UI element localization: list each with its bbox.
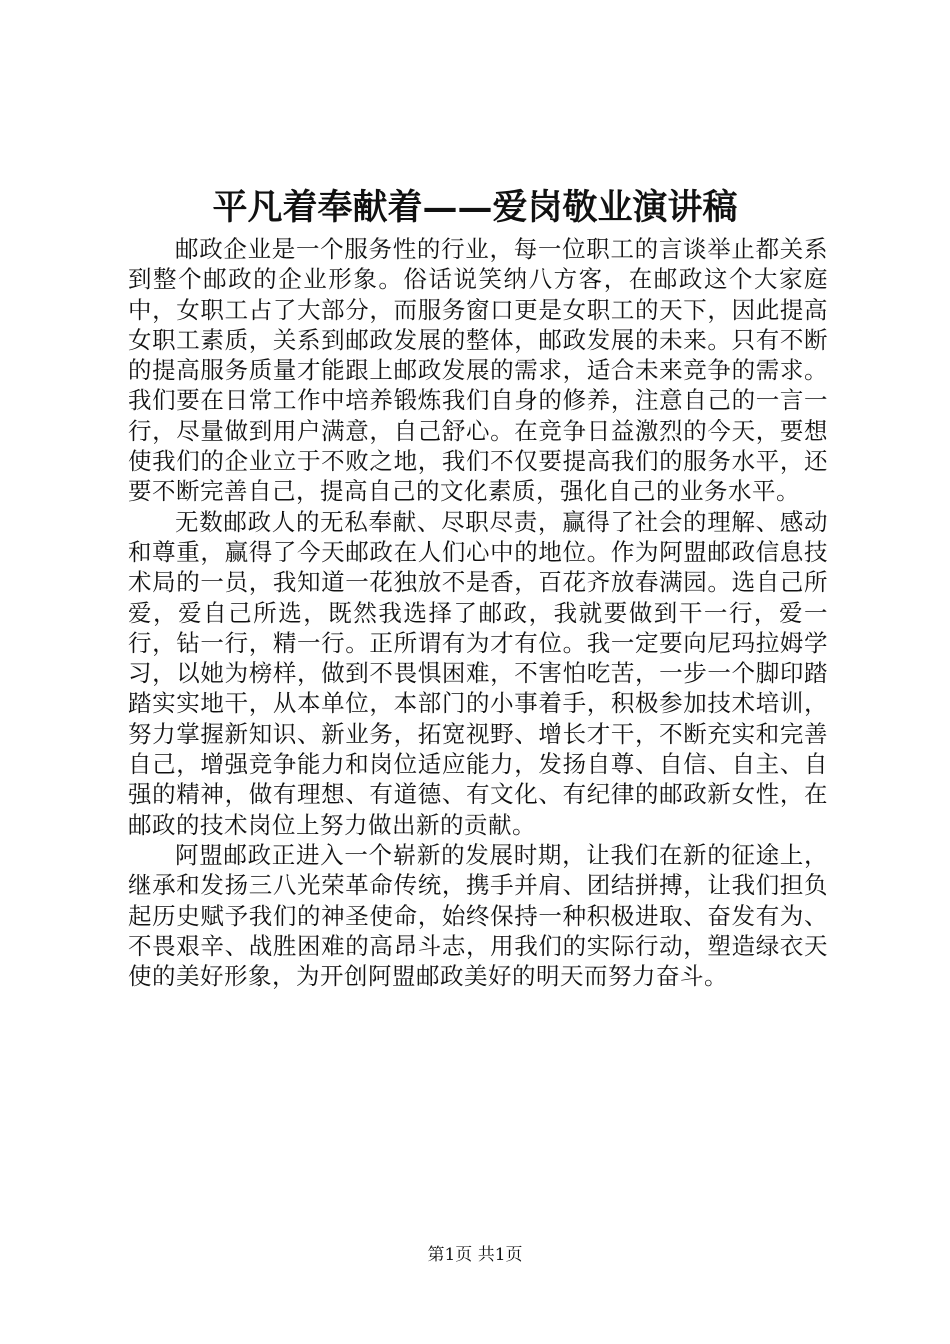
paragraph-1: 邮政企业是一个服务性的行业，每一位职工的言谈举止都关系到整个邮政的企业形象。俗话说笑纳八方客，在邮政这个大家庭中，女职工占了大部分，而服务窗口更是女职工的天下，因此提高女职工素质，关系到邮政发展的整体，邮政发展的未来。只有不断的提高服务质量才能跟上邮政发展的需求，适合未来竞争的需求。我们要在日常工作中培养锻炼我们自身的修养，注意自己的一言一行，尽量做到用户满意，自己舒心。在竞争日益激烈的今天，要想使我们的企业立于不败之地，我们不仅要提高我们的服务水平，还要不断完善自己，提高自己的文化素质，强化自己的业务水平。: [128, 235, 828, 506]
document-body: [128, 234, 828, 991]
paragraph-2: 无数邮政人的无私奉献、尽职尽责，赢得了社会的理解、感动和尊重，赢得了今天邮政在人们心中的地位。作为阿盟邮政信息技术局的一员，我知道一花独放不是香，百花齐放春满园。选自己所爱，爱自己所选，既然我选择了邮政，我就要做到干一行，爱一行，钻一行，精一行。正所谓有为才有位。我一定要向尼玛拉姆学习，以她为榜样，做到不畏惧困难，不害怕吃苦，一步一个脚印踏踏实实地干，从本单位，本部门的小事着手，积极参加技术培训，努力掌握新知识、新业务，拓宽视野、增长才干，不断充实和完善自己，增强竞争能力和岗位适应能力，发扬自尊、自信、自主、自强的精神，做有理想、有道德、有文化、有纪律的邮政新女性，在邮政的技术岗位上努力做出新的贡献。: [128, 507, 828, 839]
paragraph-3: 阿盟邮政正进入一个崭新的发展时期，让我们在新的征途上，继承和发扬三八光荣革命传统，携手并肩、团结拼搏，让我们担负起历史赋予我们的神圣使命，始终保持一种积极进取、奋发有为、不畏艰辛、战胜困难的高昂斗志，用我们的实际行动，塑造绿衣天使的美好形象，为开创阿盟邮政美好的明天而努力奋斗。: [128, 840, 828, 991]
document-title: 平凡着奉献着——爱岗敬业演讲稿: [212, 187, 738, 228]
page-number-footer: 第1页 共1页: [427, 1245, 523, 1265]
